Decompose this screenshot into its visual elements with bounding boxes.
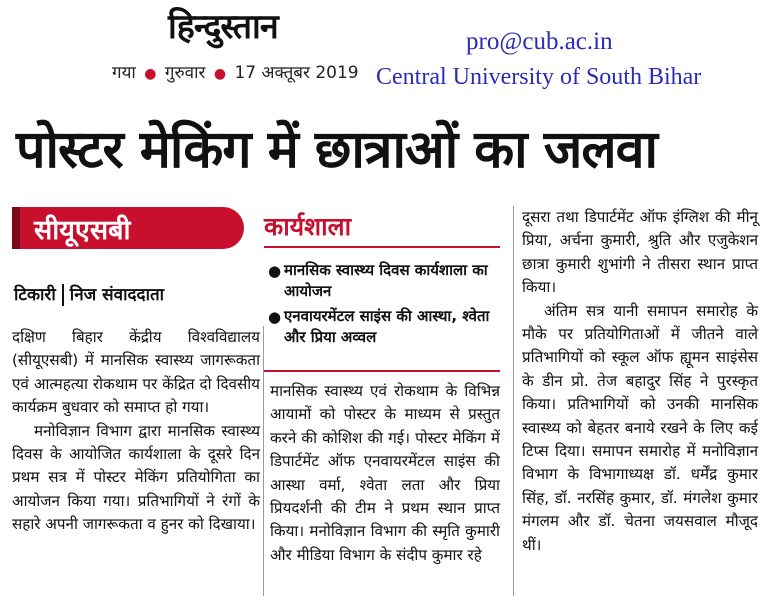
bullet-dot-icon: ● xyxy=(213,66,227,82)
bullet-dot-icon: ● xyxy=(268,262,282,280)
sidebar-bullet-text: मानसिक स्वास्थ्य दिवस कार्यशाला का आयोजन xyxy=(284,261,488,300)
dateline-day: गुरुवार xyxy=(164,63,206,83)
contact-email: pro@cub.ac.in xyxy=(466,28,613,55)
byline-separator xyxy=(62,284,64,306)
section-tag xyxy=(12,207,244,249)
section-tag-tab xyxy=(12,207,20,249)
article-paragraph: दूसरा तथा डिपार्टमेंट ऑफ इंग्लिश की मीनू प्रिया, अर्चना कुमारी, श्रुति और एजुकेशन छात्रा कुमारी शुभांगी ने तीसरा स्थान प्राप्त किया। xyxy=(522,208,758,297)
article-paragraph: अंतिम सत्र यानी समापन समारोह के मौके पर प्रतियोगिताओं में जीतने वाले प्रतिभागियों को स्कूल ऑफ ह्यूमन साइंसेस के डीन प्रो. तेज बहादुर सिंह ने पुरस्कृत किया। प्रतिभागियों को उनकी मानसिक स्वास्थ्य को बेहतर बनाये रखने के लिए कई टिप्स दिया। समापन समारोह में मनोविज्ञान विभाग के विभागाध्यक्ष डॉ. धर्मेंद्र कुमार सिंह, डॉ. नरसिंह कुमार, डॉ. मंगलेश कुमार मंगलम और डॉ. चेतना जयसवाल मौजूद थीं। xyxy=(522,301,758,554)
article-paragraph: दक्षिण बिहार केंद्रीय विश्वविद्यालय (सीयूएसबी) में मानसिक स्वास्थ्य जागरूकता एवं आत्महत्या रोकथाम पर केंद्रित दो दिवसीय कार्यक्रम बुधवार को समाप्त हो गया। xyxy=(12,328,260,417)
sidebar-bottom-rule xyxy=(264,370,500,372)
article-column-1 xyxy=(12,326,260,537)
dateline-city: गया xyxy=(112,63,136,83)
contact-organization: Central University of South Bihar xyxy=(376,64,702,90)
article-paragraph: मानसिक स्वास्थ्य एवं रोकथाम के विभिन्न आयामों को पोस्टर के माध्यम से प्रस्तुत करने की कोशिश की गई। पोस्टर मेकिंग में डिपार्टमेंट ऑफ एनवायरमेंटल साइंस की आस्था वर्मा, श्वेता लता और प्रिया प्रियदर्शनी की टीम ने प्रथम स्थान प्राप्त किया। मनोविज्ञान विभाग की स्मृति कुमारी और मीडिया विभाग के संदीप कुमार रहे xyxy=(270,382,500,564)
sidebar-bullet-text: एनवायरमेंटल साइंस की आस्था, श्वेता और प्रिया अव्वल xyxy=(284,307,490,346)
article-headline: पोस्टर मेकिंग में छात्राओं का जलवा xyxy=(16,120,657,180)
dateline xyxy=(112,60,359,83)
bullet-dot-icon: ● xyxy=(268,308,282,326)
byline-place: टिकारी xyxy=(14,285,56,305)
section-tag-label: सीयूएसबी xyxy=(34,215,131,246)
article-column-3 xyxy=(522,206,758,557)
column-divider xyxy=(513,206,514,596)
dateline-date: 17 अक्तूबर 2019 xyxy=(234,63,359,83)
bullet-dot-icon: ● xyxy=(144,66,157,82)
sidebar-title: कार्यशाला xyxy=(264,212,352,241)
byline xyxy=(14,282,164,306)
newspaper-masthead: हिन्दुस्तान xyxy=(168,7,278,47)
article-paragraph: मनोविज्ञान विभाग द्वारा मानसिक स्वास्थ्य दिवस के आयोजित कार्यशाला के दूसरे दिन प्रथम सत्र में पोस्टर मेकिंग प्रतियोगिता का आयोजन किया गया। प्रतिभागियों ने रंगों के सहारे अपनी जागरूकता व हुनर को दिखाया। xyxy=(12,421,260,534)
column-divider xyxy=(263,326,264,596)
article-column-2 xyxy=(270,380,500,567)
byline-reporter: निज संवाददाता xyxy=(69,285,165,305)
sidebar-title-rule xyxy=(264,246,500,248)
